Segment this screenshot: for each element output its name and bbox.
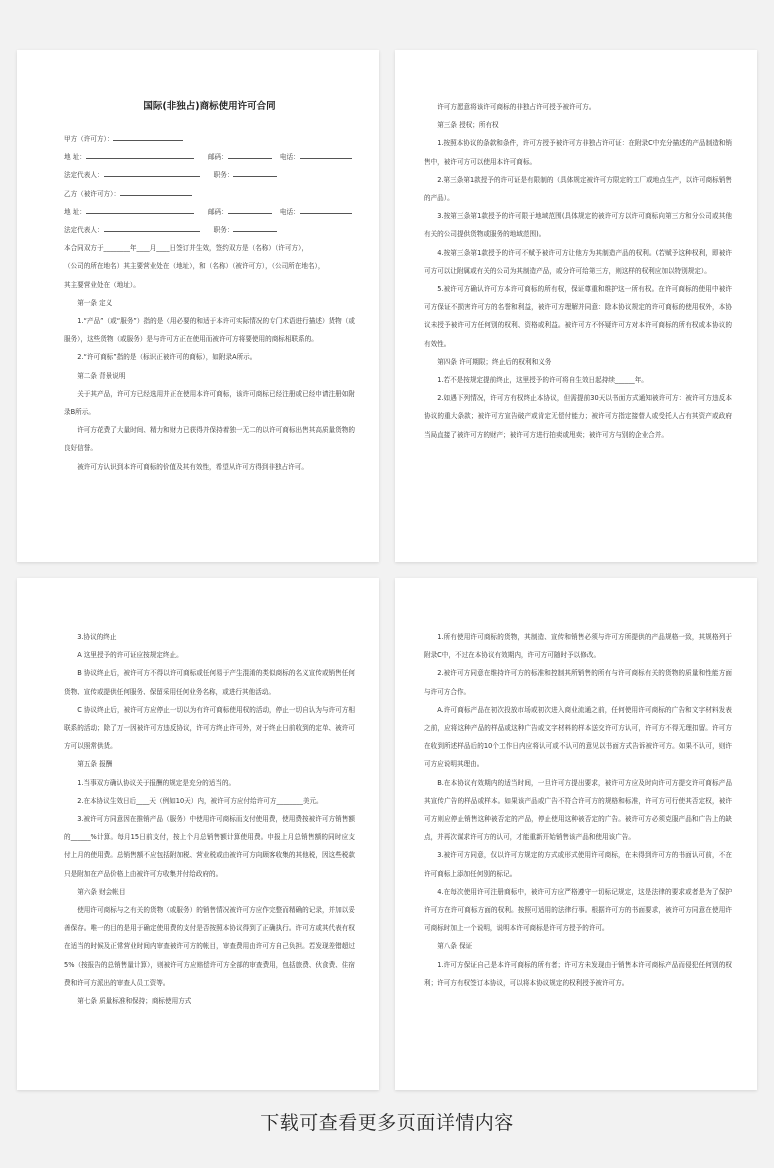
paragraph: 3.按第三条第1款授予的许可限于地域范围(具体规定的被许可方以许可商标向第三方和分公司或其他有关的公司提供货物或服务的地域范围)。 xyxy=(424,212,732,239)
paragraph: 许可方愿意将该许可商标的非独占许可授予被许可方。 xyxy=(437,103,596,111)
paragraph: 2.如遇下列情况，许可方有权终止本协议，但需提前30天以书面方式通知被许可方：被许可方违反本协议的重大条款；被许可方宣告破产或肯定无偿付能力；被许可方指定接替人或受托人占有其资产或政府当局直接了被许可方的财产；被许可方进行拍卖或甩卖；被许可方与别的企业合并。 xyxy=(424,394,732,439)
article-heading: 第八条 保证 xyxy=(437,942,473,951)
contract-title: 国际(非独占)商标使用许可合同 xyxy=(143,101,276,112)
paragraph: 2.“许可商标”指的是（标识正被许可的商标），如附录A所示。 xyxy=(77,353,257,362)
paragraph: 1.许可方保证自己是本许可商标的所有者；许可方未发现由于销售本许可商标产品而侵犯任何别的权利；许可方有权签订本协议，可以将本协议规定的权利授予被许可方。 xyxy=(424,960,732,987)
download-more-link[interactable]: 下载可查看更多页面详情内容 xyxy=(260,1112,514,1134)
paragraph: 1.若不是按规定提前终止，这里授予的许可将自生效日起持续______年。 xyxy=(437,376,648,385)
paragraph: 4.在每次使用许可注册商标中，被许可方应严格遵守一切标记规定，这是法律的要求或者是为了保护许可方在许可商标方面的权利。按照可适用的法律行事。根据许可方的书面要求，被许可方同意在使用许可商标时加上一个说明，说明本许可商标是许可方授予的许可。 xyxy=(424,887,732,933)
article-heading: 第六条 财会帐目 xyxy=(77,887,126,896)
licensee-rep-line: 法定代表人： 职务： xyxy=(64,221,355,239)
paragraph: C 协议终止后，被许可方应停止一切以为有许可商标使用权的活动，停止一切自认为与许可方相联系的活动；除了万一因被许可方违反协议，许可方终止许可外，对于终止日前收到的定单、被许可方可以照常供货。 xyxy=(64,705,355,751)
paragraph: 1.按照本协议的条款和条件，许可方授予被许可方非独占许可证：在附录C中充分描述的产品制造和销售中，被许可方可以使用本许可商标。 xyxy=(424,139,732,166)
paragraph: 1.当事双方确认协议关于报酬的规定是充分的适当的。 xyxy=(77,778,236,787)
paragraph: A 这里授予的许可证应按规定终止。 xyxy=(77,651,183,660)
paragraph: 1.“产品”（或“服务”）指的是（用必要的和适于本许可实际情况的专门术语进行描述）货物（或服务），这些货物（或服务）是与许可方正在使用而被许可方将要使用的商标相联系的。 xyxy=(64,317,355,344)
article-heading: 第一条 定义 xyxy=(77,298,113,307)
article-heading: 第三条 授权；所有权 xyxy=(437,121,499,130)
paragraph: 4.按第三条第1款授予的许可不赋予被许可方让他方为其制造产品的权利。(若赋予这种权利，即被许可方可以让附属或有关的公司为其制造产品，或分许可给第三方，则这样的权利应加以特别规定）。 xyxy=(424,248,732,275)
paragraph: 2.被许可方同意在维持许可方的标准和控制其所销售的所有与许可商标有关的货物的质量和性能方面与许可方合作。 xyxy=(424,669,732,696)
section-heading: 3.协议的终止 xyxy=(77,633,117,641)
contract-page-1 xyxy=(17,50,379,562)
blank xyxy=(113,132,183,141)
paragraph: 关于其产品，许可方已经选用并正在使用本许可商标，该许可商标已经注册或已经申请注册如附录B所示。 xyxy=(64,389,355,417)
paragraph: 3.被许可方同意，仅以许可方规定的方式或形式使用许可商标，在未得到许可方的书面认可前，不在许可商标上添加任何别的标记。 xyxy=(424,851,732,878)
licensor-address-line: 地 址： 邮码： 电话： xyxy=(64,148,355,166)
paragraph: 使用许可商标与之有关的货物（或服务）的销售情况被许可方应作完整而精确的记录，并加以妥善保存。唯一的目的是用于确定使用费的支付是否按照本协议得到了正确执行。许可方或其代表有权在适当的时候及正常营业时间内审查被许可方的帐目，审查费用由许可方自己负担。若发现差错超过5%（按报告的总销售量计算），则被许可方应赔偿许可方全部的审查费用，包括旅费、伙食费、住宿费和许可方派出的审查人员工资等。 xyxy=(64,906,355,987)
paragraph: A.许可商标产品在初次投放市场或初次进入商业流通之前，任何使用许可商标的广告和文字材料发表之前，应将这种产品的样品或这种广告或文字材料的样本送交许可方认可，许可方不得无理扣留。许可方在收到所述样品后的10个工作日内应将认可或不认可的意见以书面方式告诉被许可方。如果不认可，则许可方应说明其理由。 xyxy=(424,705,732,769)
contract-page-3 xyxy=(17,578,379,1090)
paragraph: B.在本协议有效期内的适当时间，一旦许可方提出要求，被许可方应及时向许可方提交许可商标产品其宣传广告的样品或样本。如果该产品或广告不符合许可方的规格和标准，许可方可行使其否定权，被许可方则应停止销售这种被否定的产品，停止使用这种被否定的广告。被许可方必须克服产品和广告上的缺点，并再次谋求许可方的认可，才能重新开始销售该产品和使用该广告。 xyxy=(424,778,732,842)
contract-page-4 xyxy=(395,578,757,1090)
intro-line: 其主要营业处在（地址）。 xyxy=(64,280,140,289)
intro-line: （公司的所在地名）其主要营业处在（地址），和（名称）（被许可方），（公司所在地名）， xyxy=(64,262,325,271)
article-heading: 第二条 背景说明 xyxy=(77,371,126,380)
paragraph: 5.被许可方确认许可方本许可商标的所有权，保证尊重和维护这一所有权。在许可商标的使用中被许可方保证不损害许可方的名誉和利益，被许可方理解并同意：除本协议规定的许可商标的使用权外，本协议未授予被许可方任何别的权利、资格或利益。被许可方不怀疑许可方对本许可商标的所有权或本协议的有效性。 xyxy=(424,285,732,348)
article-heading: 第七条 质量标准和保持；商标使用方式 xyxy=(77,997,192,1006)
licensee-address-line: 地 址： 邮码： 电话： xyxy=(64,203,355,221)
licensor-rep-line: 法定代表人： 职务： xyxy=(64,166,355,184)
paragraph: 3.被许可方同意因在推销产品（服务）中使用许可商标而支付使用费，使用费按被许可方销售额的______%计算。每月15日前支付，按上个月总销售额计算使用费。申报上月总销售额的同时应支付上月的使用费。总销售额不应包括附加税、营业税或由被许可方向顾客收集的其他税，因这些税款只是附加在产品价格上由被许可方收集并付给政府的。 xyxy=(64,815,355,878)
licensor-line: 甲方（许可方）： xyxy=(64,130,355,148)
paragraph: 2.在本协议生效日后____天（例如10天）内，被许可方应付给许可方________美元。 xyxy=(77,796,323,805)
paragraph: B 协议终止后，被许可方不得以许可商标或任何易于产生混淆的类似商标的名义宣传或销售任何货物、宣传或提供任何服务、保留采用任何业务名称，或进行其他活动。 xyxy=(64,669,355,696)
paragraph: 被许可方认识到本许可商标的价值及其有效性，希望从许可方得到非独占许可。 xyxy=(77,462,308,471)
article-heading: 第四条 许可期限；终止后的权利和义务 xyxy=(437,357,552,366)
intro-line: 本合同双方于________年____月____日签订并生效，签约双方是（名称）（许可方）， xyxy=(64,244,308,253)
paragraph: 1.所有使用许可商标的货物，其制造、宣传和销售必须与许可方所提供的产品规格一致，其规格列于附录C中，不过在本协议有效期内，许可方可随时予以修改。 xyxy=(424,633,732,660)
licensee-line: 乙方（被许可方）： xyxy=(64,185,355,203)
article-heading: 第五条 报酬 xyxy=(77,760,113,769)
contract-page-2 xyxy=(395,50,757,562)
paragraph: 许可方花费了大量时间、精力和财力已获得并保持着独一无二的以许可商标出售其高质量货物的良好信誉。 xyxy=(64,426,355,453)
paragraph: 2.第三条第1款授予的许可证是有限制的（具体规定被许可方限定的工厂或地点生产，以许可商标销售的产品）。 xyxy=(424,175,732,203)
